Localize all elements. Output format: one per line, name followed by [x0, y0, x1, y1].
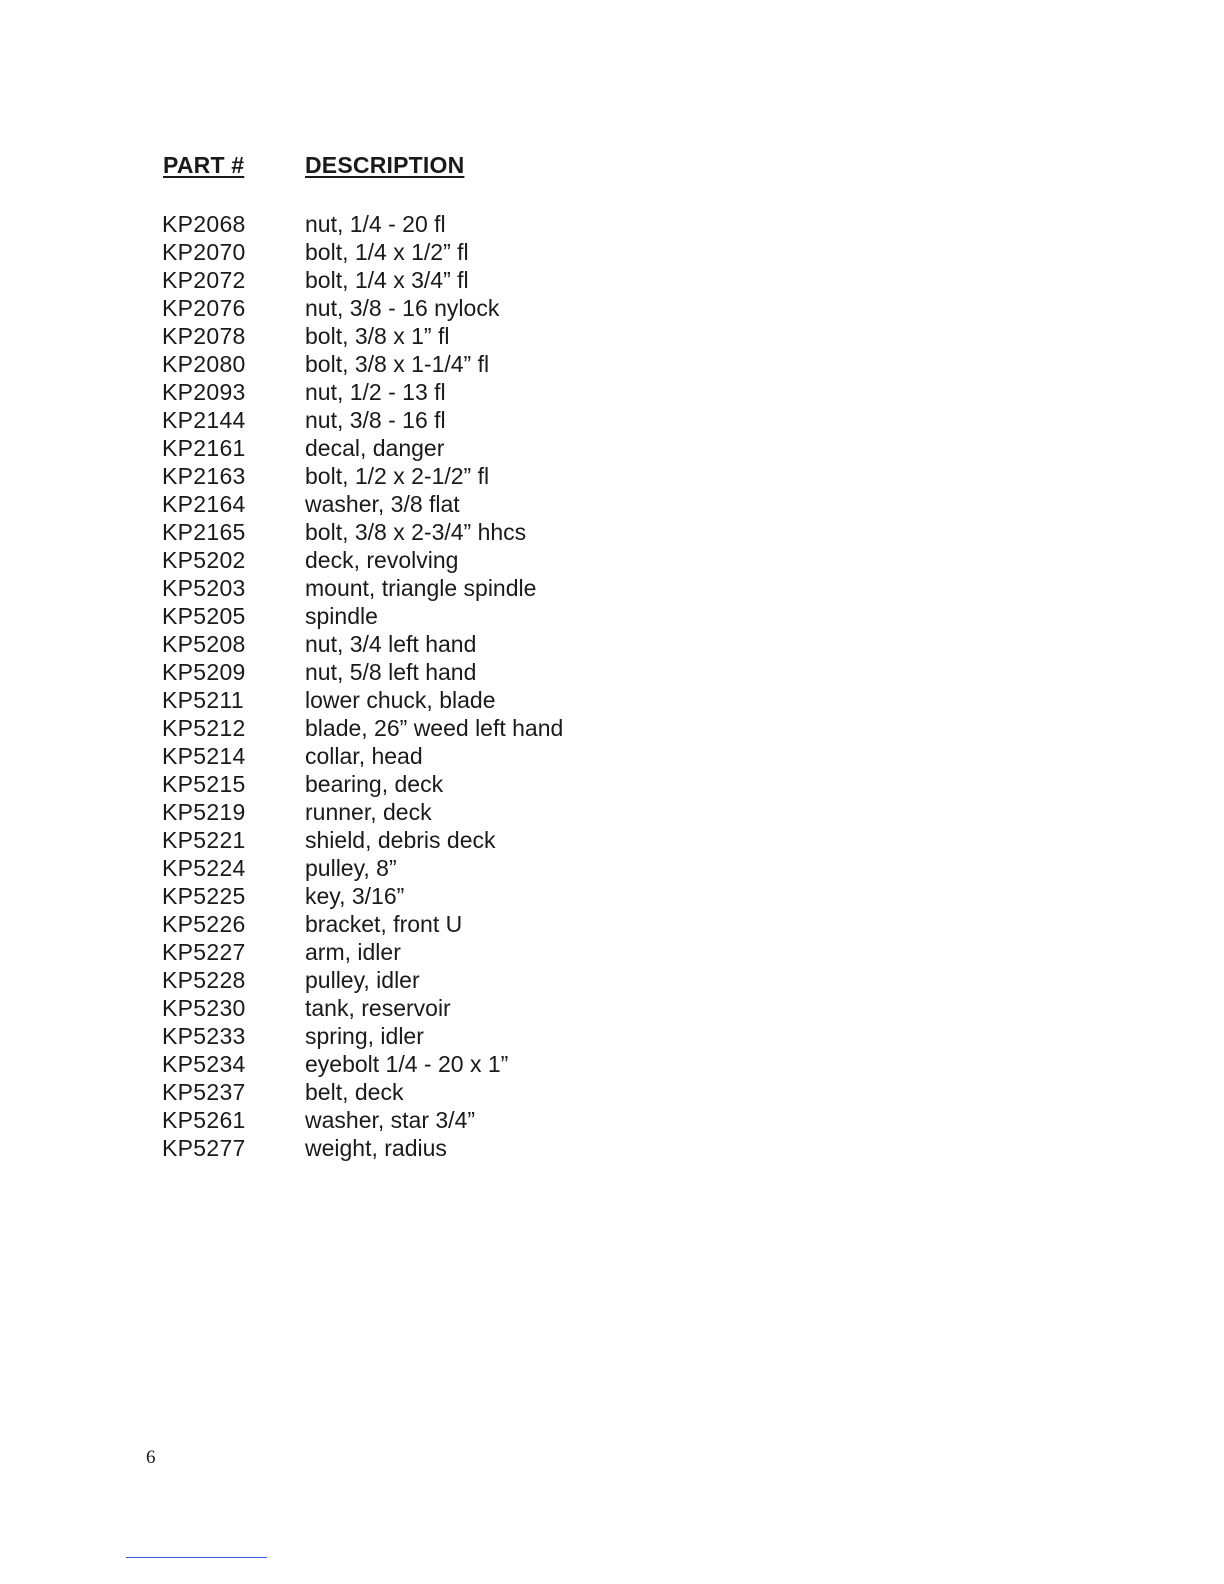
part-number: KP5211 [162, 687, 244, 713]
part-description: deck, revolving [305, 547, 459, 573]
part-description: bolt, 3/8 x 2-3/4” hhcs [305, 519, 527, 545]
part-number: KP5208 [162, 631, 246, 657]
table-row [0, 322, 1224, 350]
table-row [0, 518, 1224, 546]
bottom-rule [126, 1557, 267, 1558]
part-number: KP5224 [162, 855, 246, 881]
part-number: KP2080 [162, 351, 246, 377]
part-description: spring, idler [305, 1023, 424, 1049]
part-number: KP5214 [162, 743, 246, 769]
table-row [0, 406, 1224, 434]
table-row [0, 350, 1224, 378]
table-row [0, 490, 1224, 518]
part-number: KP2163 [162, 463, 246, 489]
part-description: nut, 3/8 - 16 fl [305, 407, 446, 433]
part-number: KP5205 [162, 603, 246, 629]
table-row [0, 210, 1224, 238]
part-number: KP5261 [162, 1107, 246, 1133]
part-number: KP5215 [162, 771, 246, 797]
part-description: belt, deck [305, 1079, 404, 1105]
table-row [0, 546, 1224, 574]
table-row [0, 630, 1224, 658]
table-row [0, 462, 1224, 490]
part-number: KP5227 [162, 939, 246, 965]
part-number: KP2164 [162, 491, 246, 517]
part-number: KP2078 [162, 323, 246, 349]
part-number: KP2072 [162, 267, 246, 293]
table-row [0, 1134, 1224, 1162]
part-number: KP2068 [162, 211, 246, 237]
part-number: KP5225 [162, 883, 246, 909]
part-number: KP5221 [162, 827, 246, 853]
part-description: spindle [305, 603, 378, 629]
table-row [0, 294, 1224, 322]
part-description: nut, 1/2 - 13 fl [305, 379, 446, 405]
table-row [0, 602, 1224, 630]
part-description: washer, star 3/4” [305, 1107, 476, 1133]
part-description: lower chuck, blade [305, 687, 496, 713]
table-row [0, 910, 1224, 938]
part-number: KP2076 [162, 295, 246, 321]
part-description: mount, triangle spindle [305, 575, 537, 601]
table-row [0, 378, 1224, 406]
part-description: collar, head [305, 743, 423, 769]
part-description: bracket, front U [305, 911, 463, 937]
table-row [0, 994, 1224, 1022]
part-description: washer, 3/8 flat [305, 491, 460, 517]
part-number-header: PART # [163, 152, 245, 178]
part-number: KP5226 [162, 911, 246, 937]
page-number: 6 [146, 1447, 156, 1468]
table-row [0, 434, 1224, 462]
table-row [0, 1022, 1224, 1050]
table-row [0, 938, 1224, 966]
part-description: nut, 5/8 left hand [305, 659, 477, 685]
table-row [0, 266, 1224, 294]
part-number: KP5233 [162, 1023, 246, 1049]
part-number: KP5237 [162, 1079, 246, 1105]
part-description: bolt, 1/2 x 2-1/2” fl [305, 463, 490, 489]
table-row [0, 966, 1224, 994]
table-row [0, 686, 1224, 714]
table-row [0, 1078, 1224, 1106]
table-row [0, 882, 1224, 910]
part-description: bolt, 3/8 x 1” fl [305, 323, 450, 349]
part-description: nut, 1/4 - 20 fl [305, 211, 446, 237]
table-header [0, 152, 1224, 186]
table-row [0, 770, 1224, 798]
table-row [0, 798, 1224, 826]
part-description: shield, debris deck [305, 827, 496, 853]
part-number: KP5202 [162, 547, 246, 573]
table-row [0, 1050, 1224, 1078]
part-description: nut, 3/8 - 16 nylock [305, 295, 500, 321]
table-row [0, 854, 1224, 882]
part-number: KP5234 [162, 1051, 246, 1077]
part-description: eyebolt 1/4 - 20 x 1” [305, 1051, 509, 1077]
part-number: KP5212 [162, 715, 246, 741]
part-description: arm, idler [305, 939, 401, 965]
table-row [0, 574, 1224, 602]
part-description: bolt, 1/4 x 3/4” fl [305, 267, 469, 293]
part-description: bolt, 3/8 x 1-1/4” fl [305, 351, 490, 377]
part-number: KP5228 [162, 967, 246, 993]
part-description: bolt, 1/4 x 1/2” fl [305, 239, 469, 265]
parts-list [0, 210, 1224, 1162]
part-description: decal, danger [305, 435, 445, 461]
part-number: KP2093 [162, 379, 246, 405]
part-description: nut, 3/4 left hand [305, 631, 477, 657]
part-description: weight, radius [305, 1135, 447, 1161]
table-row [0, 714, 1224, 742]
part-description: key, 3/16” [305, 883, 405, 909]
part-number: KP5230 [162, 995, 246, 1021]
table-row [0, 1106, 1224, 1134]
part-number: KP2144 [162, 407, 246, 433]
part-description: blade, 26” weed left hand [305, 715, 564, 741]
part-number: KP5203 [162, 575, 246, 601]
table-row [0, 742, 1224, 770]
table-row [0, 658, 1224, 686]
part-number: KP5277 [162, 1135, 246, 1161]
part-number: KP5209 [162, 659, 246, 685]
part-number: KP5219 [162, 799, 246, 825]
part-description: bearing, deck [305, 771, 444, 797]
part-description: pulley, idler [305, 967, 420, 993]
part-number: KP2165 [162, 519, 246, 545]
part-description: runner, deck [305, 799, 432, 825]
table-row [0, 826, 1224, 854]
part-number: KP2070 [162, 239, 246, 265]
part-description: pulley, 8” [305, 855, 397, 881]
part-description: tank, reservoir [305, 995, 451, 1021]
description-header: DESCRIPTION [305, 152, 465, 178]
part-number: KP2161 [162, 435, 246, 461]
table-row [0, 238, 1224, 266]
